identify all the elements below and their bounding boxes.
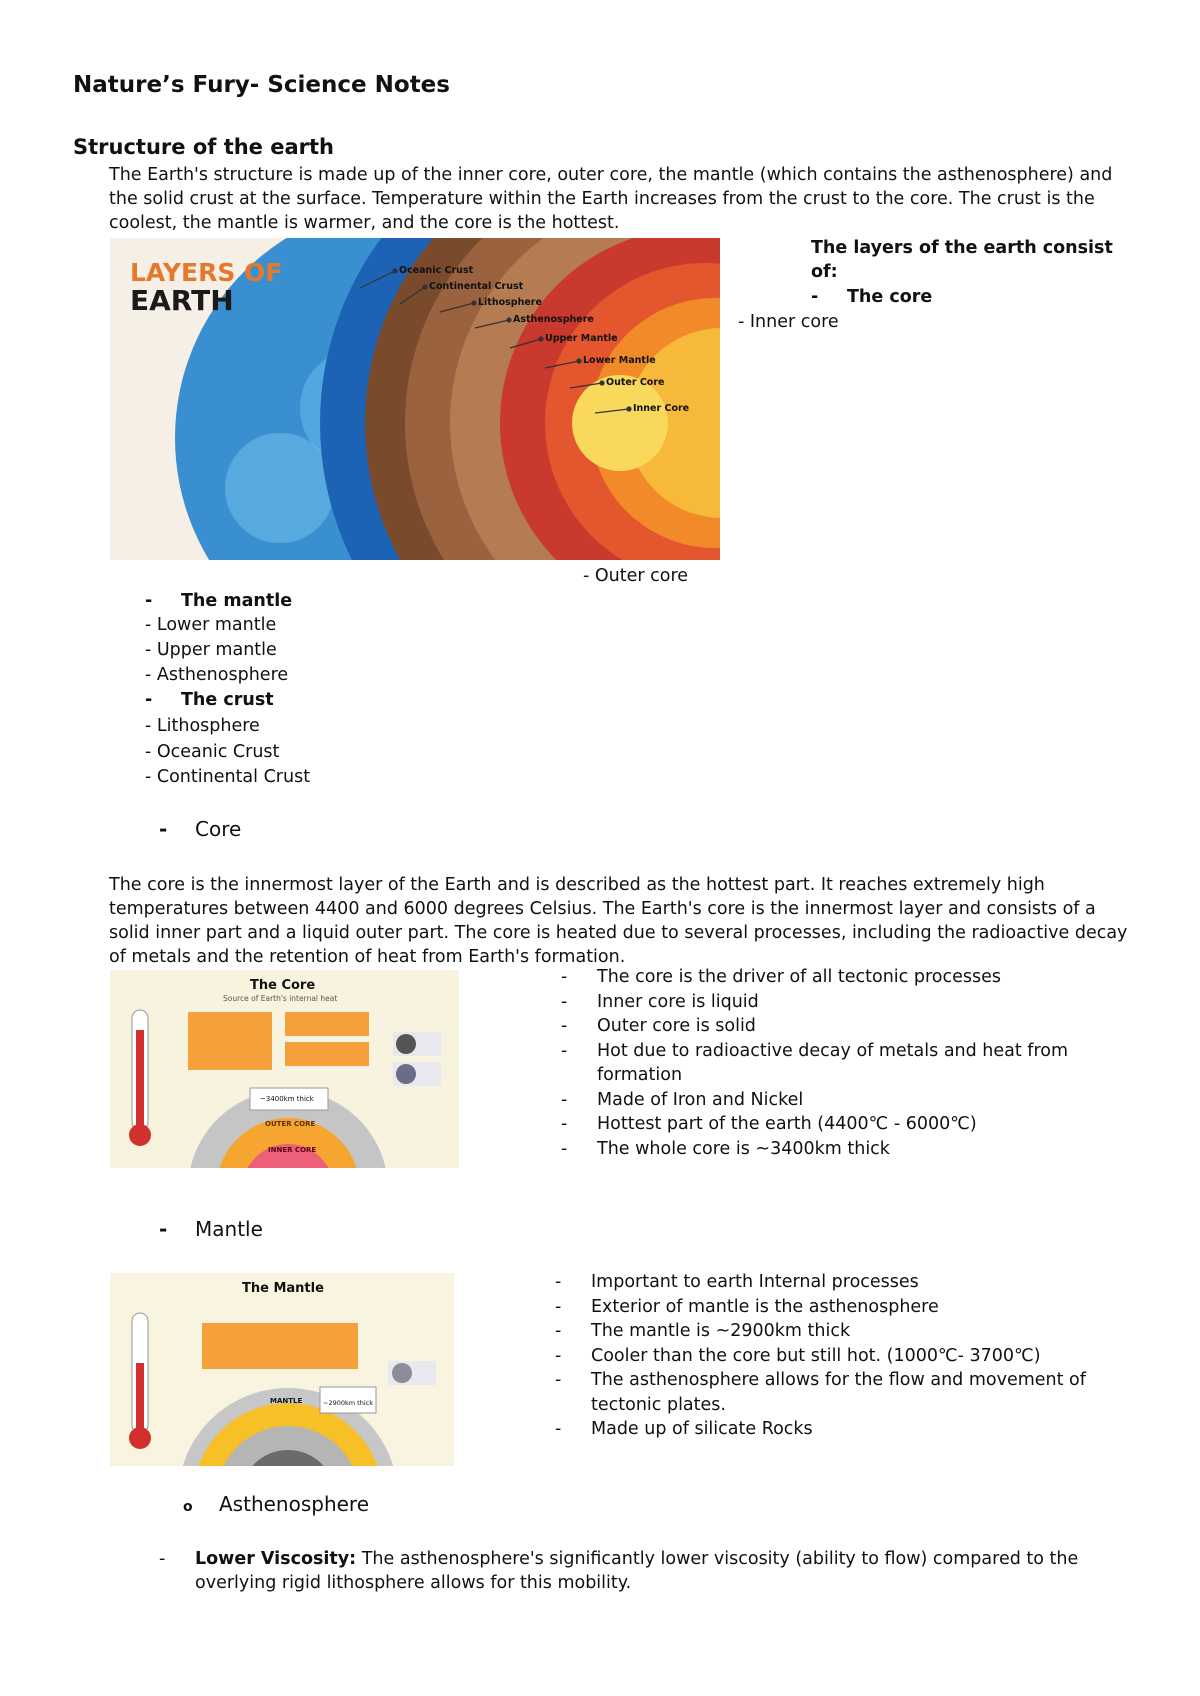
mantle-diagram-image [110,1273,454,1466]
core-paragraph: The core is the innermost layer of the Earth and is described as the hottest part. It reaches extremely high temperatures between 4400 and 6000 degrees Celsius. The Earth's core is the innermost layer and consists of a solid inner part and a liquid outer part. The core is heated due to several processes, including the radioactive decay of metals and the retention of heat from Earth's formation. [109,875,1128,967]
label-asthenosphere: Asthenosphere [513,314,594,325]
asthenosphere-item-bold: Lower Viscosity: [195,1549,357,1569]
label-inner-core: Inner Core [633,403,690,414]
section-heading-mantle: - Mantle [159,1217,263,1241]
asthenosphere-item: - Lower Viscosity: The asthenosphere's significantly lower viscosity (ability to flow) compared to the overlying rigid lithosphere allows for this mobility. [159,1549,1079,1593]
layers-figure-title-line1: LAYERS OF [130,258,283,287]
mantle-figure-center-label: MANTLE [270,1397,303,1405]
list-item: - Exterior of mantle is the asthenosphere [555,1296,939,1317]
core-figure-outer-label: OUTER CORE [265,1120,316,1128]
list-item: - Continental Crust [145,767,311,787]
section-heading-asthenosphere: o Asthenosphere [183,1492,370,1516]
layers-mantle-heading: The mantle [181,591,293,611]
label-oceanic-crust: Oceanic Crust [399,265,474,276]
list-item: - The asthenosphere allows for the flow and movement of tectonic plates. [555,1370,1086,1415]
list-item: - Oceanic Crust [145,742,280,762]
mantle-bullets [555,1270,1125,1442]
label-lower-mantle: Lower Mantle [583,355,656,366]
core-bullets [561,965,1121,1161]
list-item: - Cooler than the core but still hot. (1000℃- 3700℃) [555,1345,1041,1366]
layers-core-item: - The core [811,287,933,307]
list-item: - Important to earth Internal processes [555,1272,919,1292]
asthenosphere-item-text: The asthenosphere's significantly lower viscosity (ability to flow) compared to the overlying rigid lithosphere allows for this mobility. [195,1549,1079,1593]
list-item: - The mantle is ~2900km thick [555,1321,851,1341]
core-figure-subtitle: Source of Earth's internal heat [223,994,338,1003]
list-item: - The whole core is ~3400km thick [561,1138,890,1159]
list-item: - Asthenosphere [145,665,289,685]
label-lithosphere: Lithosphere [478,297,542,308]
list-item: - Hottest part of the earth (4400℃ - 6000℃) [561,1114,977,1134]
core-figure-title: The Core [250,978,316,993]
layers-inner-core: - Inner core [738,312,839,332]
list-item: - The core is the driver of all tectonic processes [561,967,1001,987]
core-figure-inner-label: INNER CORE [268,1146,317,1154]
list-item: - Lower mantle [145,615,277,635]
mantle-figure-thickness: ~2900km thick [323,1399,373,1407]
core-diagram-image [110,970,459,1168]
section-heading-core: - Core [159,817,242,841]
layers-outer-core: - Outer core [583,566,689,586]
list-item: - Made of Iron and Nickel [561,1089,804,1110]
list-item: - Upper mantle [145,640,277,660]
list-item: - Inner core is liquid [561,991,759,1012]
label-upper-mantle: Upper Mantle [545,333,618,344]
inner-core-shape [572,375,668,471]
mantle-figure-title: The Mantle [242,1281,324,1296]
layers-crust-item: - The crust [145,690,274,710]
list-item: - Lithosphere [145,716,260,736]
layers-figure-title-line2: EARTH [130,284,234,317]
list-item: - Hot due to radioactive decay of metals and heat from formation [561,1040,1069,1085]
layers-mantle-item: - The mantle [145,591,293,611]
layers-of-earth-image [110,238,720,560]
list-item: - Outer core is solid [561,1016,756,1036]
core-figure-thickness: ~3400km thick [260,1095,314,1103]
section-heading-structure: Structure of the earth [73,135,334,159]
page-title: Nature’s Fury- Science Notes [73,72,450,98]
layers-list-heading: The layers of the earth consist of: [811,238,1113,282]
list-item: - Made up of silicate Rocks [555,1419,813,1439]
structure-paragraph: The Earth's structure is made up of the inner core, outer core, the mantle (which contains the asthenosphere) and the solid crust at the surface. Temperature within the Earth increases from the crust to the core. The crust is the coolest, the mantle is warmer, and the core is the hottest. [109,165,1113,233]
layers-crust-heading: The crust [181,690,274,710]
label-continental-crust: Continental Crust [429,281,524,292]
label-outer-core: Outer Core [606,377,665,388]
layers-core-heading: The core [847,287,933,307]
